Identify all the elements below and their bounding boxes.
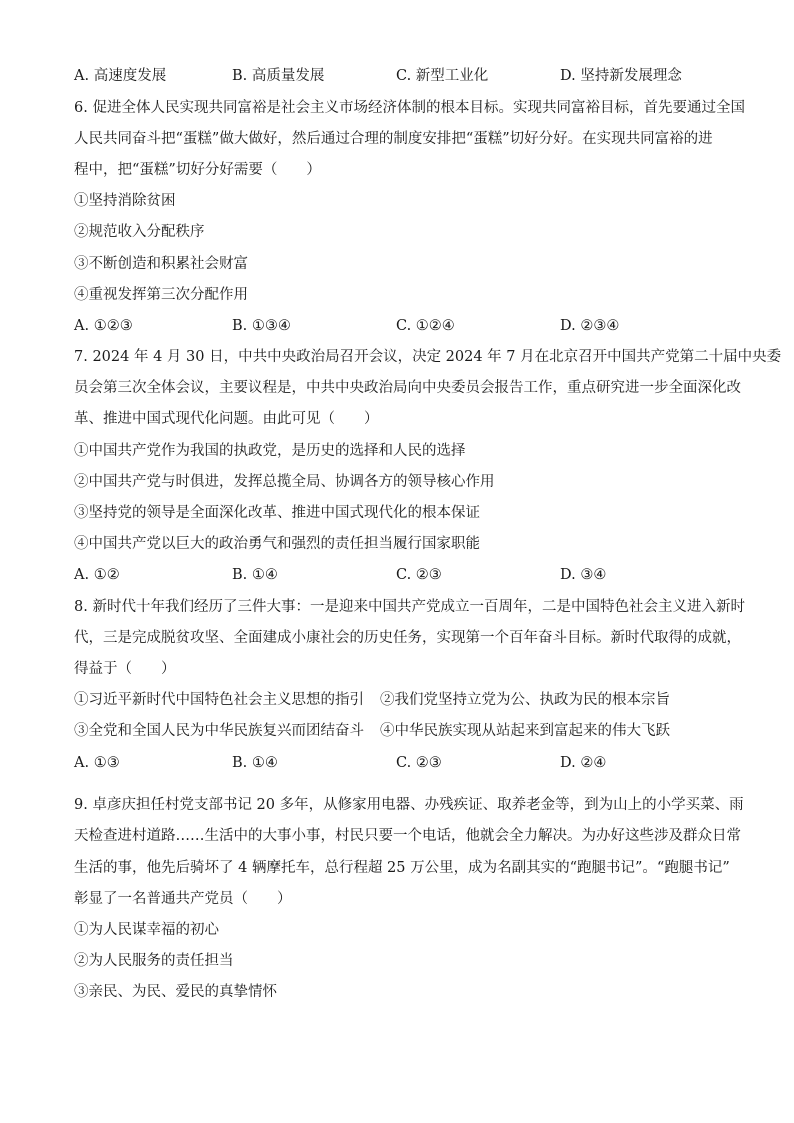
q9-stem-line-4: 彰显了一名普通共产党员（ ） — [74, 891, 292, 907]
q7-statement-1: ①中国共产党作为我国的执政党，是历史的选择和人民的选择 — [74, 443, 466, 459]
q8-option-a[interactable]: A. ①③ — [74, 755, 120, 771]
q6-option-c[interactable]: C. ①②④ — [396, 318, 455, 334]
q8-statement-1: ①习近平新时代中国特色社会主义思想的指引 — [74, 692, 364, 708]
q9-stem-line-3: 生活的事，他先后骑坏了 4 辆摩托车，总行程超 25 万公里，成为名副其实的“跑腿书记”。“跑腿书记” — [74, 860, 730, 876]
q7-options — [74, 565, 724, 585]
q8-option-b[interactable]: B. ①④ — [232, 755, 278, 771]
q8-stem-line-1: 8. 新时代十年我们经历了三件大事：一是迎来中国共产党成立一百周年，二是中国特色社会主义进入新时 — [74, 599, 745, 615]
q6-options — [74, 316, 724, 336]
q7-statement-3: ③坚持党的领导是全面深化改革、推进中国式现代化的根本保证 — [74, 505, 480, 521]
q7-statement-4: ④中国共产党以巨大的政治勇气和强烈的责任担当履行国家职能 — [74, 536, 480, 552]
q7-stem-line-2: 员会第三次全体会议，主要议程是，中共中央政治局向中央委员会报告工作，重点研究进一步全面深化改 — [74, 380, 741, 396]
q6-statement-2: ②规范收入分配秩序 — [74, 224, 205, 240]
option-a[interactable]: A. 高速度发展 — [74, 68, 167, 84]
q9-stem-line-2: 天检查进村道路……生活中的大事小事，村民只要一个电话，他就会全力解决。为办好这些涉及群众日常 — [74, 828, 741, 844]
q9-statement-1: ①为人民谋幸福的初心 — [74, 922, 219, 938]
q9-stem-line-1: 9. 卓彦庆担任村党支部书记 20 多年，从修家用电器、办残疾证、取养老金等，到为山上的小学买菜、雨 — [74, 797, 744, 813]
q7-stem-line-3: 革、推进中国式现代化问题。由此可见（ ） — [74, 411, 379, 427]
q8-stem-line-3: 得益于（ ） — [74, 661, 176, 677]
q7-stem-line-1: 7. 2024 年 4 月 30 日，中共中央政治局召开会议，决定 2024 年 7 月在北京召开中国共产党第二十届中央委 — [74, 349, 782, 365]
q6-stem-line-3: 程中，把“蛋糕”切好分好需要（ ） — [74, 162, 321, 178]
q7-option-c[interactable]: C. ②③ — [396, 567, 442, 583]
option-b[interactable]: B. 高质量发展 — [232, 68, 325, 84]
option-c[interactable]: C. 新型工业化 — [396, 68, 489, 84]
q8-statement-3: ③全党和全国人民为中华民族复兴而团结奋斗 — [74, 723, 364, 739]
q6-stem-line-1: 6. 促进全体人民实现共同富裕是社会主义市场经济体制的根本目标。实现共同富裕目标，首先要通过全国 — [74, 100, 745, 116]
q8-statements-row-2 — [74, 721, 724, 741]
q6-option-b[interactable]: B. ①③④ — [232, 318, 291, 334]
q8-option-d[interactable]: D. ②④ — [560, 755, 607, 771]
q7-option-d[interactable]: D. ③④ — [560, 567, 607, 583]
q7-statement-2: ②中国共产党与时俱进，发挥总揽全局、协调各方的领导核心作用 — [74, 474, 495, 490]
prev-question-options — [74, 66, 724, 86]
q6-stem-line-2: 人民共同奋斗把“蛋糕”做大做好，然后通过合理的制度安排把“蛋糕”切好分好。在实现共同富裕的进 — [74, 131, 713, 147]
q8-option-c[interactable]: C. ②③ — [396, 755, 442, 771]
q8-stem-line-2: 代，三是完成脱贫攻坚、全面建成小康社会的历史任务，实现第一个百年奋斗目标。新时代取得的成就， — [74, 630, 741, 646]
q7-option-b[interactable]: B. ①④ — [232, 567, 278, 583]
q8-options — [74, 753, 724, 773]
q8-statement-4: ④中华民族实现从站起来到富起来的伟大飞跃 — [380, 723, 670, 739]
q6-option-a[interactable]: A. ①②③ — [74, 318, 133, 334]
q6-option-d[interactable]: D. ②③④ — [560, 318, 620, 334]
q6-statement-3: ③不断创造和积累社会财富 — [74, 256, 248, 272]
q7-option-a[interactable]: A. ①② — [74, 567, 120, 583]
q9-statement-3: ③亲民、为民、爱民的真挚情怀 — [74, 984, 277, 1000]
option-d[interactable]: D. 坚持新发展理念 — [560, 68, 682, 84]
q6-statement-4: ④重视发挥第三次分配作用 — [74, 287, 248, 303]
q8-statement-2: ②我们党坚持立党为公、执政为民的根本宗旨 — [380, 692, 670, 708]
q6-statement-1: ①坚持消除贫困 — [74, 193, 176, 209]
q8-statements-row-1 — [74, 690, 724, 710]
q9-statement-2: ②为人民服务的责任担当 — [74, 953, 234, 969]
